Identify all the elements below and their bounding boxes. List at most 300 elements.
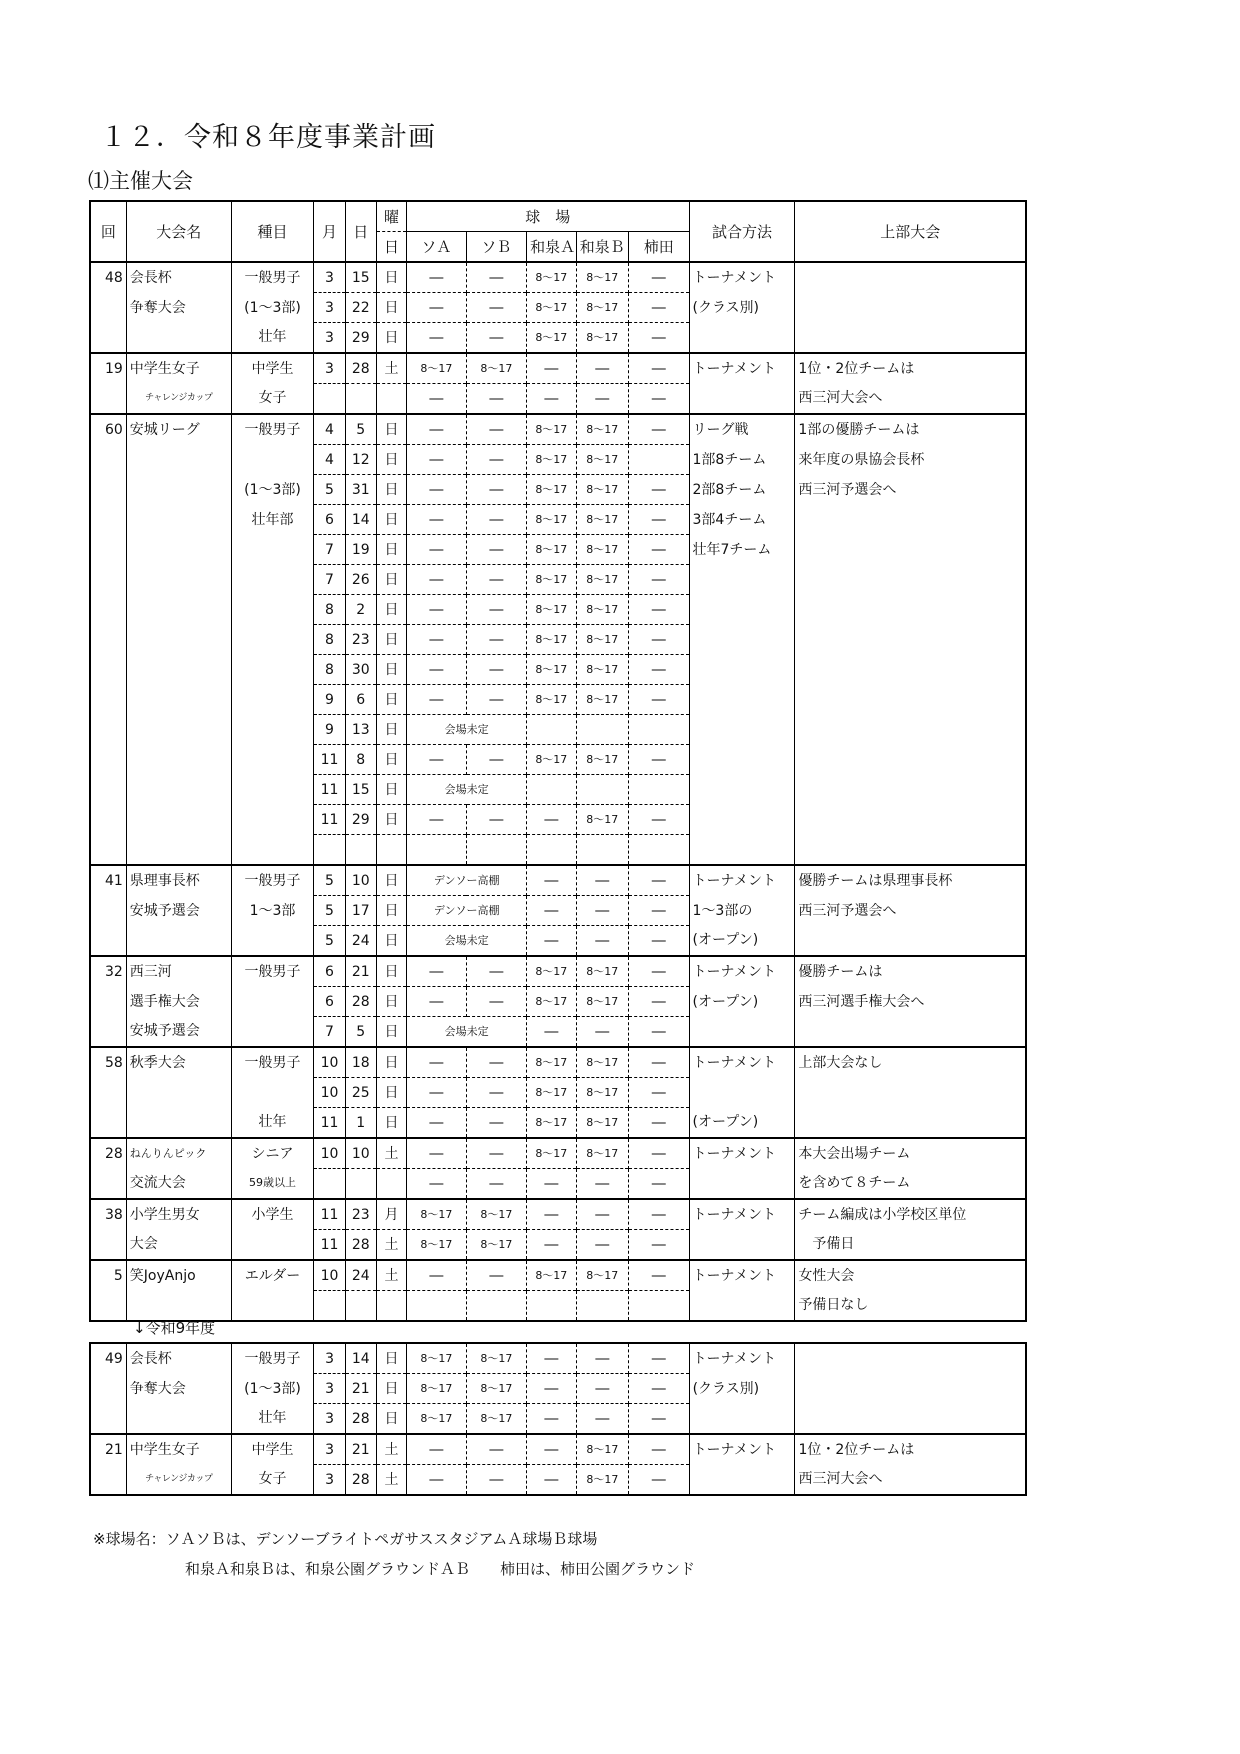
cell-shumoku: (1～3部)	[231, 1374, 314, 1404]
cell-month	[314, 1291, 345, 1322]
cell-venue-kakita: ―	[628, 475, 689, 505]
cell-name: チャレンジカップ	[126, 384, 231, 415]
cell-venue-kakita: ―	[628, 745, 689, 775]
cell-kai	[90, 323, 126, 354]
cell-kai	[90, 1078, 126, 1108]
header-venue-soA: ソＡ	[407, 232, 467, 263]
table-row	[90, 987, 1026, 1017]
cell-kai	[90, 896, 126, 926]
cell-venue-soA: ―	[407, 987, 467, 1017]
cell-venue-soA: ―	[407, 1260, 467, 1291]
cell-upper: 上部大会なし	[795, 1047, 1026, 1078]
cell-venue-izumiA: 8～17	[527, 565, 576, 595]
table-row	[90, 775, 1026, 805]
cell-venue-izumiA: 8～17	[527, 685, 576, 715]
cell-venue-izumiA: 8～17	[527, 445, 576, 475]
cell-venue-soA: ―	[407, 1434, 467, 1465]
cell-method	[689, 1017, 795, 1048]
cell-youbi: 日	[376, 1108, 406, 1139]
table-row	[90, 926, 1026, 957]
cell-name: ねんりんピック	[126, 1138, 231, 1169]
table-row	[90, 896, 1026, 926]
cell-upper: 西三河予選会へ	[795, 475, 1026, 505]
cell-day: 10	[345, 1138, 376, 1169]
tournament-schedule-table	[89, 200, 1027, 1322]
cell-shumoku: 一般男子	[231, 414, 314, 445]
cell-day: 15	[345, 262, 376, 293]
table-row	[90, 384, 1026, 415]
cell-venue-izumiA: 8～17	[527, 293, 576, 323]
cell-kai: 21	[90, 1434, 126, 1465]
cell-upper: 1位・2位チームは	[795, 1434, 1026, 1465]
cell-method: 1～3部の	[689, 896, 795, 926]
cell-venue-soB: ―	[466, 323, 527, 354]
table-row	[90, 1108, 1026, 1139]
cell-venue-kakita: ―	[629, 1404, 690, 1435]
cell-day: 13	[345, 715, 376, 745]
cell-venue-izumiA: ―	[527, 1404, 576, 1435]
cell-month	[314, 835, 345, 866]
cell-day: 28	[345, 1230, 376, 1261]
cell-day: 12	[345, 445, 376, 475]
cell-month: 3	[314, 323, 345, 354]
cell-upper: を含めて８チーム	[795, 1169, 1026, 1200]
cell-upper: 優勝チームは	[795, 956, 1026, 987]
table-row	[90, 323, 1026, 354]
cell-method: トーナメント	[689, 1047, 795, 1078]
footnote-venues-1: ※球場名：ソＡソＢは、デンソーブライトペガサススタジアムＡ球場Ｂ球場	[93, 1530, 598, 1548]
cell-venue-soB: ―	[466, 293, 527, 323]
cell-kai	[90, 987, 126, 1017]
cell-venue-izumiB: 8～17	[576, 987, 628, 1017]
cell-venue-kakita: ―	[628, 384, 689, 415]
cell-name: 大会	[126, 1230, 231, 1261]
cell-kai	[90, 565, 126, 595]
cell-upper	[795, 1017, 1026, 1048]
cell-youbi: 日	[376, 565, 406, 595]
cell-venue-kakita: ―	[629, 1343, 690, 1374]
cell-venue-izumiB: 8～17	[576, 805, 628, 835]
cell-name: 争奪大会	[126, 1374, 231, 1404]
cell-shumoku	[231, 625, 314, 655]
cell-upper	[795, 655, 1026, 685]
cell-day	[345, 384, 376, 415]
cell-month: 5	[314, 896, 345, 926]
header-upper: 上部大会	[795, 201, 1026, 262]
page-title: １２．令和８年度事業計画	[100, 122, 436, 153]
cell-method	[689, 1230, 795, 1261]
cell-month: 6	[314, 987, 345, 1017]
table-row	[90, 1434, 1026, 1465]
cell-day: 23	[345, 1199, 376, 1230]
cell-method: (オープン)	[689, 987, 795, 1017]
cell-upper: 西三河大会へ	[795, 1465, 1026, 1496]
cell-name	[126, 475, 231, 505]
next-year-note: ↓令和9年度	[133, 1319, 216, 1337]
cell-name	[126, 745, 231, 775]
cell-venue-kakita: ―	[628, 865, 689, 896]
cell-venue-kakita: ―	[628, 685, 689, 715]
cell-kai	[90, 775, 126, 805]
cell-venue-izumiA: ―	[527, 926, 576, 957]
cell-youbi: 日	[376, 625, 406, 655]
cell-upper	[795, 685, 1026, 715]
cell-method: (オープン)	[689, 1108, 795, 1139]
cell-shumoku: 1～3部	[231, 896, 314, 926]
cell-venue-izumiA: 8～17	[527, 625, 576, 655]
cell-venue-izumiA: ―	[527, 1017, 576, 1048]
cell-method: トーナメント	[689, 1343, 795, 1374]
cell-shumoku	[231, 1230, 314, 1261]
cell-venue-kakita: ―	[628, 535, 689, 565]
header-day: 日	[345, 201, 376, 262]
cell-venue-kakita: ―	[628, 1078, 689, 1108]
cell-youbi: 日	[376, 445, 406, 475]
cell-venue-kakita: ―	[629, 1434, 690, 1465]
cell-venue-izumiB: 8～17	[576, 262, 628, 293]
cell-method	[689, 1465, 795, 1496]
cell-venue-kakita: ―	[628, 505, 689, 535]
cell-venue-kakita	[628, 715, 689, 745]
cell-name: 争奪大会	[126, 293, 231, 323]
cell-shumoku: 一般男子	[231, 865, 314, 896]
cell-shumoku: 一般男子	[231, 262, 314, 293]
cell-venue-izumiA	[527, 715, 576, 745]
cell-venue-izumiA: 8～17	[527, 1260, 576, 1291]
table-row	[90, 414, 1026, 445]
cell-month: 3	[314, 1343, 345, 1374]
table-row	[90, 1230, 1026, 1261]
cell-method	[689, 565, 795, 595]
cell-kai	[90, 625, 126, 655]
header-name: 大会名	[126, 201, 231, 262]
cell-venue-soA: 8～17	[407, 353, 467, 384]
cell-method	[689, 1169, 795, 1200]
cell-shumoku: 女子	[231, 384, 314, 415]
cell-youbi: 日	[376, 775, 406, 805]
table-row	[90, 1404, 1026, 1435]
cell-name: 県理事長杯	[126, 865, 231, 896]
cell-name: 西三河	[126, 956, 231, 987]
table-row	[90, 745, 1026, 775]
cell-method	[689, 323, 795, 354]
cell-name: 安城リーグ	[126, 414, 231, 445]
cell-upper	[795, 625, 1026, 655]
cell-venue-izumiB: 8～17	[576, 293, 628, 323]
cell-name: 会長杯	[126, 262, 231, 293]
cell-day	[345, 1169, 376, 1200]
cell-method: トーナメント	[689, 1138, 795, 1169]
cell-venue-izumiB: 8～17	[576, 445, 628, 475]
cell-venue-izumiA	[527, 835, 576, 866]
cell-name: 会長杯	[126, 1343, 231, 1374]
cell-venue-soB: ―	[466, 987, 527, 1017]
cell-method	[689, 1078, 795, 1108]
cell-venue-izumiB: 8～17	[576, 1138, 628, 1169]
cell-kai	[90, 1230, 126, 1261]
cell-venue-soB: ―	[466, 745, 527, 775]
cell-kai: 19	[90, 353, 126, 384]
cell-kai	[90, 595, 126, 625]
cell-upper	[795, 926, 1026, 957]
cell-name	[126, 1078, 231, 1108]
header-kai: 回	[100, 222, 116, 241]
cell-upper	[795, 323, 1026, 354]
cell-youbi: 土	[376, 1138, 406, 1169]
cell-venue-kakita: ―	[628, 595, 689, 625]
cell-name: 中学生女子	[126, 1434, 231, 1465]
cell-day: 17	[345, 896, 376, 926]
cell-upper	[795, 775, 1026, 805]
cell-youbi: 日	[376, 1078, 406, 1108]
cell-method	[689, 1404, 795, 1435]
header-kyujo: 球 場	[407, 201, 689, 232]
cell-venue-soB: ―	[466, 595, 527, 625]
cell-venue-soB: ―	[466, 685, 527, 715]
cell-name: 安城予選会	[126, 896, 231, 926]
cell-method: 3部4チーム	[689, 505, 795, 535]
cell-youbi: 日	[376, 414, 406, 445]
cell-month: 7	[314, 535, 345, 565]
cell-venue-soA: 会場未定	[407, 926, 527, 957]
cell-youbi: 日	[376, 896, 406, 926]
cell-name	[126, 1108, 231, 1139]
cell-method	[689, 745, 795, 775]
cell-venue-soA: ―	[407, 565, 467, 595]
cell-youbi: 土	[376, 1465, 406, 1496]
cell-venue-soB: ―	[466, 1434, 527, 1465]
cell-shumoku: 59歳以上	[231, 1169, 314, 1200]
cell-upper	[795, 1374, 1026, 1404]
cell-month: 8	[314, 655, 345, 685]
cell-method: リーグ戦	[689, 414, 795, 445]
cell-name: 選手権大会	[126, 987, 231, 1017]
cell-kai	[90, 715, 126, 745]
cell-upper: チーム編成は小学校区単位	[795, 1199, 1026, 1230]
section-subtitle: ⑴主催大会	[88, 169, 193, 193]
cell-venue-kakita: ―	[628, 565, 689, 595]
cell-shumoku	[231, 655, 314, 685]
cell-kai	[90, 505, 126, 535]
cell-venue-soB: 8～17	[466, 1343, 527, 1374]
cell-day: 26	[345, 565, 376, 595]
cell-month: 4	[314, 414, 345, 445]
cell-shumoku	[231, 685, 314, 715]
table-row	[90, 655, 1026, 685]
cell-venue-izumiB: ―	[576, 384, 628, 415]
cell-name	[126, 505, 231, 535]
cell-venue-soB: 8～17	[466, 1199, 527, 1230]
cell-day: 28	[345, 353, 376, 384]
cell-venue-soA: 8～17	[407, 1374, 467, 1404]
cell-venue-soB: ―	[466, 535, 527, 565]
cell-month: 7	[314, 565, 345, 595]
cell-venue-izumiA: 8～17	[527, 535, 576, 565]
header-method: 試合方法	[689, 201, 795, 262]
cell-venue-izumiB: 8～17	[576, 323, 628, 354]
cell-method	[689, 1291, 795, 1322]
cell-youbi: 日	[376, 655, 406, 685]
cell-venue-izumiB: 8～17	[576, 956, 628, 987]
cell-kai	[90, 1404, 126, 1435]
cell-upper	[795, 835, 1026, 866]
cell-month: 3	[314, 262, 345, 293]
cell-venue-izumiA: ―	[527, 865, 576, 896]
cell-day: 28	[345, 1404, 376, 1435]
cell-venue-izumiA: ―	[527, 1343, 576, 1374]
cell-kai	[90, 475, 126, 505]
cell-name	[126, 926, 231, 957]
cell-kai: 60	[90, 414, 126, 445]
cell-shumoku: 中学生	[231, 1434, 314, 1465]
cell-venue-soA: 8～17	[407, 1230, 467, 1261]
cell-shumoku	[231, 835, 314, 866]
cell-youbi: 日	[376, 865, 406, 896]
table-row	[90, 353, 1026, 384]
cell-venue-izumiA: ―	[527, 1199, 576, 1230]
cell-month: 9	[314, 685, 345, 715]
cell-day: 24	[345, 1260, 376, 1291]
cell-youbi: 日	[376, 323, 406, 354]
cell-youbi	[376, 835, 406, 866]
cell-day	[345, 1291, 376, 1322]
cell-upper	[795, 535, 1026, 565]
cell-month: 8	[314, 625, 345, 655]
cell-shumoku	[231, 535, 314, 565]
cell-month: 3	[314, 293, 345, 323]
cell-shumoku	[231, 1291, 314, 1322]
cell-venue-izumiB	[576, 715, 628, 745]
cell-venue-soA: ―	[407, 535, 467, 565]
cell-month: 10	[314, 1260, 345, 1291]
cell-venue-izumiB: ―	[576, 1169, 628, 1200]
cell-venue-soA: ―	[407, 445, 467, 475]
cell-venue-soB: ―	[466, 475, 527, 505]
cell-method	[689, 595, 795, 625]
cell-youbi: 日	[376, 926, 406, 957]
cell-venue-soA: ―	[407, 1108, 467, 1139]
cell-venue-soB: ―	[466, 445, 527, 475]
cell-youbi: 日	[376, 535, 406, 565]
cell-venue-kakita: ―	[628, 1108, 689, 1139]
cell-venue-izumiB: 8～17	[576, 625, 628, 655]
cell-youbi: 土	[376, 1434, 406, 1465]
header-month: 月	[314, 201, 345, 262]
cell-venue-kakita: ―	[628, 805, 689, 835]
cell-shumoku: 壮年	[231, 323, 314, 354]
cell-venue-izumiA: ―	[527, 1374, 576, 1404]
cell-method	[689, 685, 795, 715]
cell-venue-soB: ―	[466, 956, 527, 987]
cell-venue-soA: 会場未定	[407, 1017, 527, 1048]
cell-day: 6	[345, 685, 376, 715]
cell-day: 1	[345, 1108, 376, 1139]
cell-name	[126, 595, 231, 625]
cell-day: 29	[345, 323, 376, 354]
cell-venue-soB: ―	[466, 1047, 527, 1078]
cell-upper	[795, 565, 1026, 595]
cell-shumoku: エルダー	[231, 1260, 314, 1291]
table-row	[90, 535, 1026, 565]
cell-method	[689, 384, 795, 415]
cell-upper: 女性大会	[795, 1260, 1026, 1291]
cell-venue-soA: 会場未定	[407, 775, 527, 805]
cell-shumoku: 壮年部	[231, 505, 314, 535]
cell-youbi: 日	[376, 505, 406, 535]
cell-month	[314, 384, 345, 415]
cell-shumoku: 中学生	[231, 353, 314, 384]
cell-youbi: 日	[376, 1017, 406, 1048]
cell-kai	[90, 685, 126, 715]
cell-name: 秋季大会	[126, 1047, 231, 1078]
table-row	[90, 1199, 1026, 1230]
cell-name	[126, 775, 231, 805]
table-row	[90, 1169, 1026, 1200]
cell-method: 壮年7チーム	[689, 535, 795, 565]
cell-venue-izumiB: ―	[576, 1374, 628, 1404]
cell-venue-izumiB: 8～17	[576, 655, 628, 685]
cell-venue-izumiA: 8～17	[527, 655, 576, 685]
cell-day: 29	[345, 805, 376, 835]
cell-method: トーナメント	[689, 956, 795, 987]
table-row	[90, 865, 1026, 896]
cell-venue-kakita: ―	[628, 1260, 689, 1291]
cell-venue-izumiB: 8～17	[576, 535, 628, 565]
cell-name	[126, 323, 231, 354]
cell-venue-izumiB	[576, 775, 628, 805]
cell-venue-kakita: ―	[628, 1230, 689, 1261]
cell-kai: 38	[90, 1199, 126, 1230]
cell-venue-izumiA: 8～17	[527, 956, 576, 987]
cell-venue-soB: ―	[466, 262, 527, 293]
cell-venue-soA: ―	[407, 685, 467, 715]
cell-venue-izumiB: ―	[576, 896, 628, 926]
cell-venue-izumiB: 8～17	[576, 414, 628, 445]
cell-kai: 49	[104, 1350, 123, 1367]
cell-venue-izumiA: ―	[527, 805, 576, 835]
table-row	[90, 1374, 1026, 1404]
cell-youbi: 日	[376, 1343, 406, 1374]
cell-method: トーナメント	[689, 262, 795, 293]
cell-month: 11	[314, 805, 345, 835]
cell-name: 交流大会	[126, 1169, 231, 1200]
table-row	[90, 956, 1026, 987]
cell-shumoku: シニア	[231, 1138, 314, 1169]
cell-venue-soB: ―	[466, 384, 527, 415]
cell-venue-soB: ―	[466, 505, 527, 535]
cell-venue-kakita: ―	[628, 655, 689, 685]
cell-venue-kakita: ―	[628, 625, 689, 655]
cell-venue-soB: 8～17	[466, 1404, 527, 1435]
cell-venue-izumiA: 8～17	[527, 1047, 576, 1078]
cell-month: 5	[314, 475, 345, 505]
cell-kai: 32	[90, 956, 126, 987]
cell-month: 6	[314, 956, 345, 987]
cell-method: トーナメント	[689, 1199, 795, 1230]
cell-upper	[795, 715, 1026, 745]
cell-upper	[795, 505, 1026, 535]
cell-venue-soA: ―	[407, 505, 467, 535]
cell-kai: 58	[90, 1047, 126, 1078]
cell-shumoku	[231, 926, 314, 957]
cell-venue-soB: 8～17	[466, 1230, 527, 1261]
cell-day: 28	[345, 1465, 376, 1496]
cell-youbi: 日	[376, 745, 406, 775]
cell-venue-izumiB: 8～17	[576, 1047, 628, 1078]
cell-name	[126, 445, 231, 475]
cell-venue-soA: ―	[407, 1078, 467, 1108]
cell-youbi: 日	[376, 715, 406, 745]
